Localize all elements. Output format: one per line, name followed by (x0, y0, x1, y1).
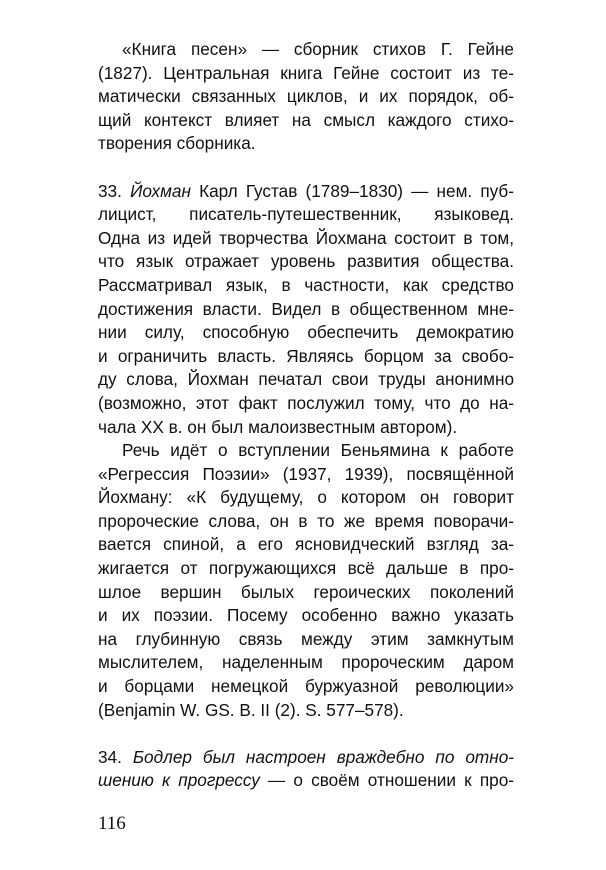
text-line: что язык отражает уровень развития общества. (98, 251, 514, 272)
text-line: матически связанных циклов, и их порядок, об- (98, 86, 514, 107)
text-line: мыслителем, наделенным пророческим даром (98, 652, 514, 673)
text-line: Йохману: «К будущему, о котором он говорит (98, 487, 514, 508)
page-number: 116 (98, 813, 126, 834)
text-line: щий контекст влияет на смысл каждого стихо- (98, 109, 514, 130)
text-line: Рассматривал язык, в частности, как средство (98, 274, 514, 295)
text-line: (1827). Центральная книга Гейне состоит из те- (98, 62, 514, 83)
text-line: и борцами немецкой буржуазной революции» (98, 676, 514, 697)
text-line: (Benjamin W. GS. B. II (2). S. 577–578). (98, 699, 404, 720)
text-line: Речь идёт о вступлении Беньямина к работе (122, 440, 514, 461)
text-line: на глубинную связь между этим замкнутым (98, 628, 514, 649)
note-34 (98, 746, 514, 793)
text-line: лицист, писатель-путешественник, языковед. (98, 204, 514, 225)
text-line: «Книга песен» — сборник стихов Г. Гейне (122, 39, 514, 59)
text-line: пророческие слова, он в то же время поворачи- (98, 510, 514, 531)
text-line: достижения власти. Видел в общественном мне- (98, 298, 514, 319)
text-line: шлое вершин былых героических поколений (98, 581, 514, 602)
text-line: шению к прогрессу — о своём отношении к про- (98, 770, 514, 791)
note-33 (98, 180, 514, 440)
text-line: жигается от погружающихся всё дальше в про- (98, 558, 514, 579)
text-line: вается спиной, а его ясновидческий взгляд за- (98, 534, 514, 555)
paragraph (98, 38, 514, 156)
text-line: нии силу, способную обеспечить демократию (98, 322, 514, 343)
text-line: (возможно, этот факт послужил тому, что до на- (98, 392, 514, 413)
paragraph (98, 439, 514, 722)
text-line: Одна из идей творчества Йохмана состоит в том, (98, 227, 514, 248)
text-line: «Регрессия Поэзии» (1937, 1939), посвящённой (98, 463, 514, 484)
text-line: и их поэзии. Посему особенно важно указать (98, 605, 514, 626)
text-line: ду слова, Йохман печатал свои труды анонимно (98, 369, 514, 390)
text-line: 34. Бодлер был настроен враждебно по отно- (98, 746, 514, 767)
page-text (98, 38, 514, 793)
text-line: творения сборника. (98, 133, 256, 154)
text-line: и ограничить власть. Являясь борцом за свобо- (98, 345, 514, 366)
text-line: чала XX в. он был малоизвестным автором). (98, 416, 458, 437)
text-line: 33. Йохман Карл Густав (1789–1830) — нем. пуб- (98, 180, 514, 201)
